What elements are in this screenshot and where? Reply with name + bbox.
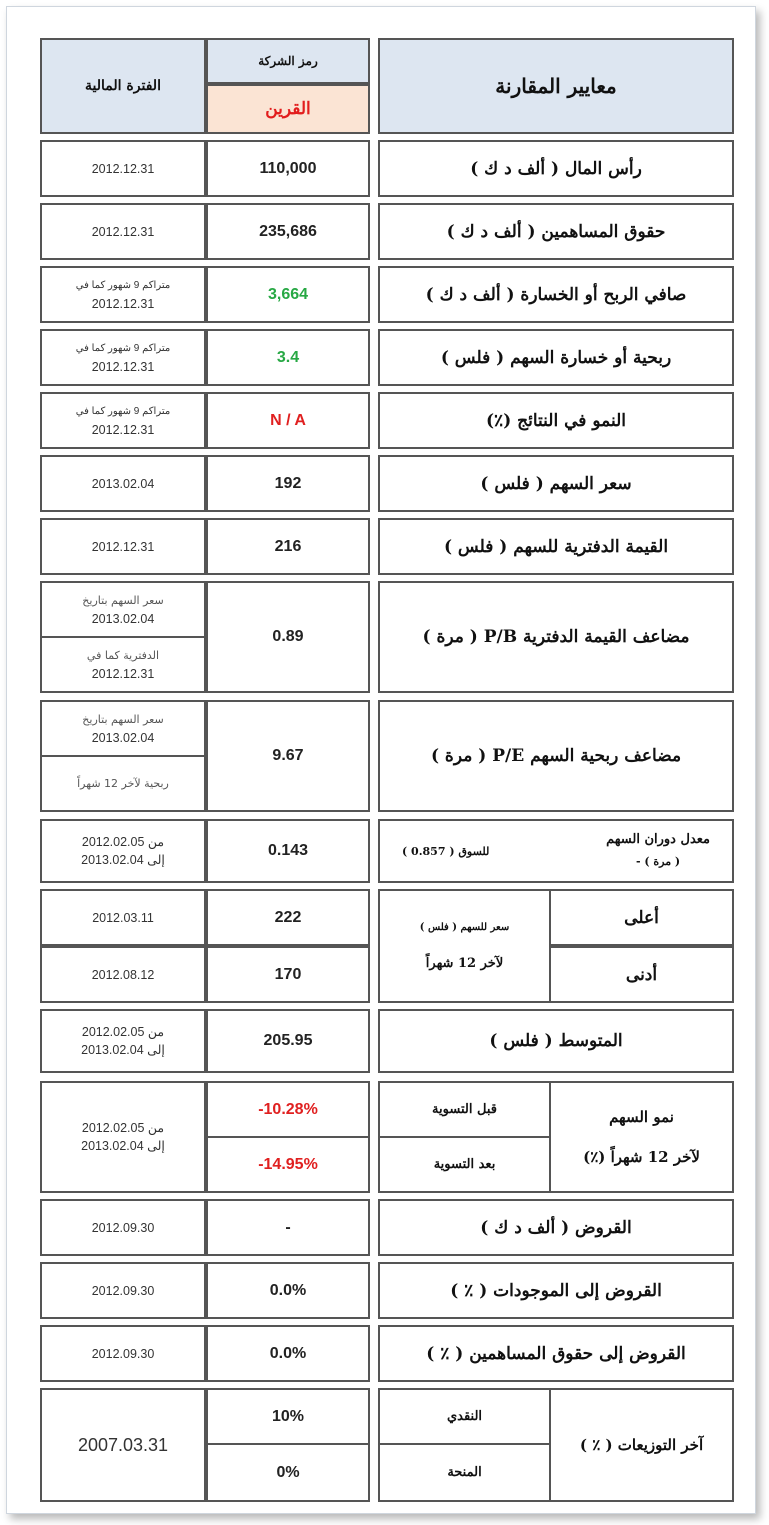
- eps-period: متراكم 9 شهور كما في 2012.12.31: [40, 329, 206, 386]
- average-label: المتوسط ( فلس ): [378, 1009, 734, 1073]
- turnover-period: من 2012.02.05 إلى 2013.02.04: [40, 819, 206, 883]
- high-low-group-label: سعر للسهم ( فلس ) لآخر 12 شهراً: [378, 889, 551, 1003]
- turnover-label: معدل دوران السهم ( مرة ) - للسوق ( 0.857 ): [378, 819, 734, 883]
- capital-value: 110,000: [206, 140, 370, 197]
- pe-period-eps: ربحية لآخر 12 شهراً: [40, 755, 206, 812]
- loans-period: 2012.09.30: [40, 1199, 206, 1256]
- high-period: 2012.03.11: [40, 889, 206, 946]
- share-price-period: 2013.02.04: [40, 455, 206, 512]
- net-profit-value: 3,664: [206, 266, 370, 323]
- loans-equity-label: القروض إلى حقوق المساهمين ( ٪ ): [378, 1325, 734, 1382]
- pb-label: مضاعف القيمة الدفترية P/B ( مرة ): [378, 581, 734, 693]
- growth-value: N / A: [206, 392, 370, 449]
- pb-period-book: الدفترية كما في 2012.12.31: [40, 636, 206, 693]
- high-label: أعلى: [549, 889, 734, 946]
- net-profit-label: صافي الربح أو الخسارة ( ألف د ك ): [378, 266, 734, 323]
- share-price-label: سعر السهم ( فلس ): [378, 455, 734, 512]
- period-header: الفترة المالية: [40, 38, 206, 134]
- growth-after-value: -14.95%: [206, 1136, 370, 1193]
- pe-label: مضاعف ربحية السهم P/E ( مرة ): [378, 700, 734, 812]
- share-growth-period: من 2012.02.05 إلى 2013.02.04: [40, 1081, 206, 1193]
- equity-value: 235,686: [206, 203, 370, 260]
- equity-label: حقوق المساهمين ( ألف د ك ): [378, 203, 734, 260]
- loans-assets-label: القروض إلى الموجودات ( ٪ ): [378, 1262, 734, 1319]
- net-profit-period: متراكم 9 شهور كما في 2012.12.31: [40, 266, 206, 323]
- pe-period-price: سعر السهم بتاريخ 2013.02.04: [40, 700, 206, 757]
- eps-label: ربحية أو خسارة السهم ( فلس ): [378, 329, 734, 386]
- book-value-label: القيمة الدفترية للسهم ( فلس ): [378, 518, 734, 575]
- capital-period: 2012.12.31: [40, 140, 206, 197]
- book-value-value: 216: [206, 518, 370, 575]
- dividends-cash-label: النقدي: [378, 1388, 551, 1445]
- eps-value: 3.4: [206, 329, 370, 386]
- loans-assets-value: 0.0%: [206, 1262, 370, 1319]
- low-period: 2012.08.12: [40, 946, 206, 1003]
- growth-after-label: بعد التسوية: [378, 1136, 551, 1193]
- dividends-cash-value: 10%: [206, 1388, 370, 1445]
- pb-value: 0.89: [206, 581, 370, 693]
- average-period: من 2012.02.05 إلى 2013.02.04: [40, 1009, 206, 1073]
- turnover-value: 0.143: [206, 819, 370, 883]
- pe-value: 9.67: [206, 700, 370, 812]
- dividends-period: 2007.03.31: [40, 1388, 206, 1502]
- loans-equity-period: 2012.09.30: [40, 1325, 206, 1382]
- dividends-bonus-label: المنحة: [378, 1443, 551, 1502]
- loans-assets-period: 2012.09.30: [40, 1262, 206, 1319]
- pb-period-price: سعر السهم بتاريخ 2013.02.04: [40, 581, 206, 638]
- equity-period: 2012.12.31: [40, 203, 206, 260]
- growth-before-value: -10.28%: [206, 1081, 370, 1138]
- company-name: القرين: [206, 84, 370, 134]
- dividends-bonus-value: 0%: [206, 1443, 370, 1502]
- criteria-header: معايير المقارنة: [378, 38, 734, 134]
- book-value-period: 2012.12.31: [40, 518, 206, 575]
- dividends-label: آخر التوزيعات ( ٪ ): [549, 1388, 734, 1502]
- low-value: 170: [206, 946, 370, 1003]
- growth-before-label: قبل التسوية: [378, 1081, 551, 1138]
- average-value: 205.95: [206, 1009, 370, 1073]
- comparison-sheet: [6, 6, 756, 1514]
- capital-label: رأس المال ( ألف د ك ): [378, 140, 734, 197]
- loans-value: -: [206, 1199, 370, 1256]
- growth-label: النمو في النتائج (٪): [378, 392, 734, 449]
- share-price-value: 192: [206, 455, 370, 512]
- growth-period: متراكم 9 شهور كما في 2012.12.31: [40, 392, 206, 449]
- loans-label: القروض ( ألف د ك ): [378, 1199, 734, 1256]
- share-growth-label: نمو السهم لآخر 12 شهراً (٪): [549, 1081, 734, 1193]
- loans-equity-value: 0.0%: [206, 1325, 370, 1382]
- low-label: أدنى: [549, 946, 734, 1003]
- high-value: 222: [206, 889, 370, 946]
- company-symbol-label: رمز الشركة: [206, 38, 370, 84]
